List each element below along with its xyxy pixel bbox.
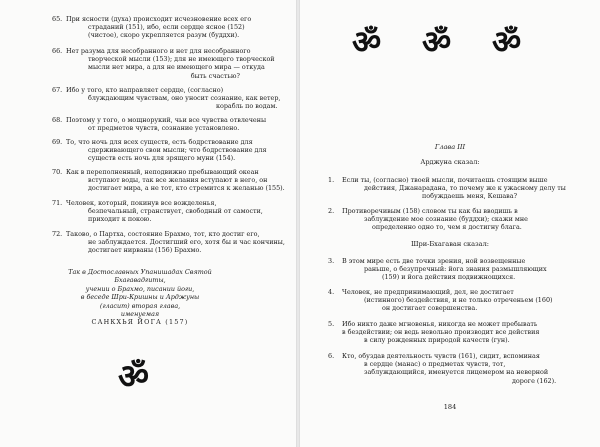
verse-line: творческой мысли (153); для не имеющего творческой bbox=[88, 55, 275, 64]
verse-line: в силу рожденных природой качеств (гун). bbox=[364, 336, 510, 345]
chapter-title: Глава III bbox=[434, 143, 466, 151]
colophon-line: (гласит) вторая глава, bbox=[99, 301, 181, 310]
verse-line: Ибо у того, кто направляет сердце, (согласно) bbox=[66, 86, 224, 94]
verse-line: раньше, о безупречный: йога знания размышляющих bbox=[364, 265, 547, 274]
verse-line: достигает нирваны (156) Брахмо. bbox=[88, 246, 202, 255]
verse-line: Как в переполненный, неподвижно пребывающий океан bbox=[66, 168, 259, 176]
verse-line: Противоречивым (158) словом ты как бы вводишь в bbox=[342, 207, 518, 215]
left-page: 65. При ясности (духа) происходит исчезновение всех его страданий (151), ибо, если сердце ясное (152) (чистое), скоро укрепляется разум (буддхи). 66. Нет разума для несобранного и нет для несобранного творческой мысли (153); для не имеющего творческой мысли нет мира, а для не имеющего мира — откуда быть счастью? 67. Ибо у того, кто направляет сердце, (согласно) блуждающим чувствам, оно уносит сознание, как ветер, корабль по водам. 68. Поэтому у того, о мощнорукий, чьи все чувства отвлечены от предметов чувств, сознание установлено. 69. То, что ночь для всех существ, есть бодрствование для сдерживающего свои мысли; что бодрствование для существ есть ночь для зрящего муни (154). 70. Как в переполненный, неподвижно пребывающий океан вступают воды, так все желания вступают в него, он достигает мира, а не тот, кто стремится к желанью (155). 71. Человек, который, покинув все вожделенья, безпечальный, странствует, свободный от самости, приходит к покою. 72. Таково, о Партха, состояние Брахмо, тот, кто достиг его, не заблуждается. Достигший его, хотя бы и час кончины, достигает нирваны (156) Брахмо. Так в Достославных Упанишадах Святой Бхагавадгиты, учении о Брахмо, писании йоги, в беседе Шри-Кришны и Арджуны (гласит) вторая глава, именуемая САНКХЬЯ ЙОГА (157) ॐ bbox=[52, 15, 285, 397]
verse-line: заблуждающийся, именуется лицемером на неверной bbox=[364, 368, 549, 377]
verse-line: Таково, о Партха, состояние Брахмо, тот, кто достиг его, bbox=[66, 230, 260, 238]
om-symbol-icon: ॐ bbox=[422, 23, 452, 61]
om-symbol-icon: ॐ bbox=[118, 357, 150, 397]
page-number: 184 bbox=[443, 403, 457, 411]
verse-line: дороге (162). bbox=[512, 376, 557, 385]
verse-line: страданий (151), ибо, если сердце ясное (152) bbox=[88, 23, 245, 32]
verse-line: заблуждение мое сознание (буддхи); скажи мне bbox=[364, 215, 528, 224]
verse-line: побуждаешь меня, Кешава? bbox=[422, 192, 517, 201]
verse-line: Если ты, (согласно) твоей мысли, почитаешь стоящим выше bbox=[342, 176, 548, 184]
verse-line: быть счастью? bbox=[190, 71, 240, 80]
verse-line: блуждающим чувствам, оно уносит сознание, как ветер, bbox=[88, 94, 281, 103]
om-symbol-icon: ॐ bbox=[492, 23, 522, 61]
section-heading-arjuna: Арджуна сказал: bbox=[420, 158, 480, 166]
verse-line: (чистое), скоро укрепляется разум (буддхи). bbox=[88, 31, 240, 40]
colophon-line: именуемая bbox=[120, 310, 160, 319]
verse-line: Кто, обуздав деятельность чувств (161), сидит, вспоминая bbox=[342, 352, 540, 360]
verse-line: Человек, который, покинув все вожделенья, bbox=[66, 199, 217, 207]
verse-line: То, что ночь для всех существ, есть бодрствование для bbox=[66, 138, 253, 146]
verse-line: (159) и йога действия подвижнощихся. bbox=[382, 273, 516, 282]
colophon-line: в беседе Шри-Кришны и Арджуны bbox=[80, 293, 200, 302]
verse-line: Ибо никто даже мгновенья, никогда не может пребывать bbox=[342, 320, 538, 328]
verse-line: приходит к покою. bbox=[88, 215, 152, 224]
colophon-title: САНКХЬЯ ЙОГА (157) bbox=[91, 318, 189, 327]
colophon-line: Так в Достославных Упанишадах Святой Бхагавадгиты, bbox=[68, 268, 212, 285]
verse-line: достигает мира, а не тот, кто стремится к желанью (155). bbox=[88, 184, 285, 193]
verse-line: корабль по водам. bbox=[216, 102, 278, 111]
verse-line: вступают воды, так все желания вступают в него, он bbox=[88, 176, 268, 185]
section-heading-bhagavan: Шри-Бхагаван сказал: bbox=[410, 240, 490, 248]
verse-line: определенно одно то, чем я достигну блага. bbox=[372, 223, 522, 232]
colophon bbox=[50, 268, 230, 327]
verse-line: Поэтому у того, о мощнорукий, чьи все чувства отвлечены bbox=[66, 116, 267, 124]
verse-line: мысли нет мира, а для не имеющего мира — откуда bbox=[88, 63, 265, 72]
verse-line: При ясности (духа) происходит исчезновение всех его bbox=[66, 15, 252, 23]
verse-line: от предметов чувств, сознание установлено. bbox=[88, 124, 240, 133]
verse-line: существ есть ночь для зрящего муни (154). bbox=[88, 154, 236, 163]
verse-line: сдерживающего свои мысли; что бодрствование для bbox=[88, 146, 267, 155]
verse-line: Нет разума для несобранного и нет для несобранного bbox=[66, 47, 251, 55]
om-symbol-icon: ॐ bbox=[352, 23, 382, 61]
right-page: ॐ ॐ ॐ Глава III Арджуна сказал: 1. Если ты, (согласно) твоей мысли, почитаешь стоящим выше действия, Джанарадана, то почему же к ужасному делу ты побуждаешь меня, Кешава? 2. Противоречивым (158) словом ты как бы вводишь в заблуждение мое сознание (буддхи); скажи мне определенно одно то, чем я достигну блага. Шри-Бхагаван сказал: 3. В этом мире есть две точки зрения, ной возвещенные раньше, о безупречный: йога знания размышляющих (159) и йога действия подвижнощихся. 4. Человек, не предпринимающий, дел, не достигает (истинного) бездействия, и не только отреченьем (160) он достигает совершенства. 5. Ибо никто даже мгновенья, никогда не может пребывать в бездействии; он ведь невольно производит все действия в силу рожденных природой качеств (гун). 6. Кто, обуздав деятельность чувств (161), сидит, вспоминая в сердце (манас) о предметах чувств, тот, заблуждающийся, именуется лицемером на неверной дороге (162). 184 bbox=[300, 0, 600, 447]
verse-line: в сердце (манас) о предметах чувств, тот, bbox=[364, 360, 506, 369]
verse-line: безпечальный, странствует, свободный от самости, bbox=[88, 207, 263, 216]
colophon-line: учении о Брахмо, писании йоги, bbox=[85, 284, 195, 293]
verse-line: не заблуждается. Достигший его, хотя бы и час кончины, bbox=[88, 238, 285, 247]
verse-line: в бездействии; он ведь невольно производит все действия bbox=[342, 328, 540, 337]
verse-line: (истинного) бездействия, и не только отреченьем (160) bbox=[364, 296, 553, 305]
verse-line: действия, Джанарадана, то почему же к ужасному делу ты bbox=[364, 184, 566, 193]
verse-line: Человек, не предпринимающий, дел, не достигает bbox=[342, 288, 514, 296]
verse-line: В этом мире есть две точки зрения, ной возвещенные bbox=[342, 257, 526, 265]
verse-line: он достигает совершенства. bbox=[382, 304, 478, 313]
